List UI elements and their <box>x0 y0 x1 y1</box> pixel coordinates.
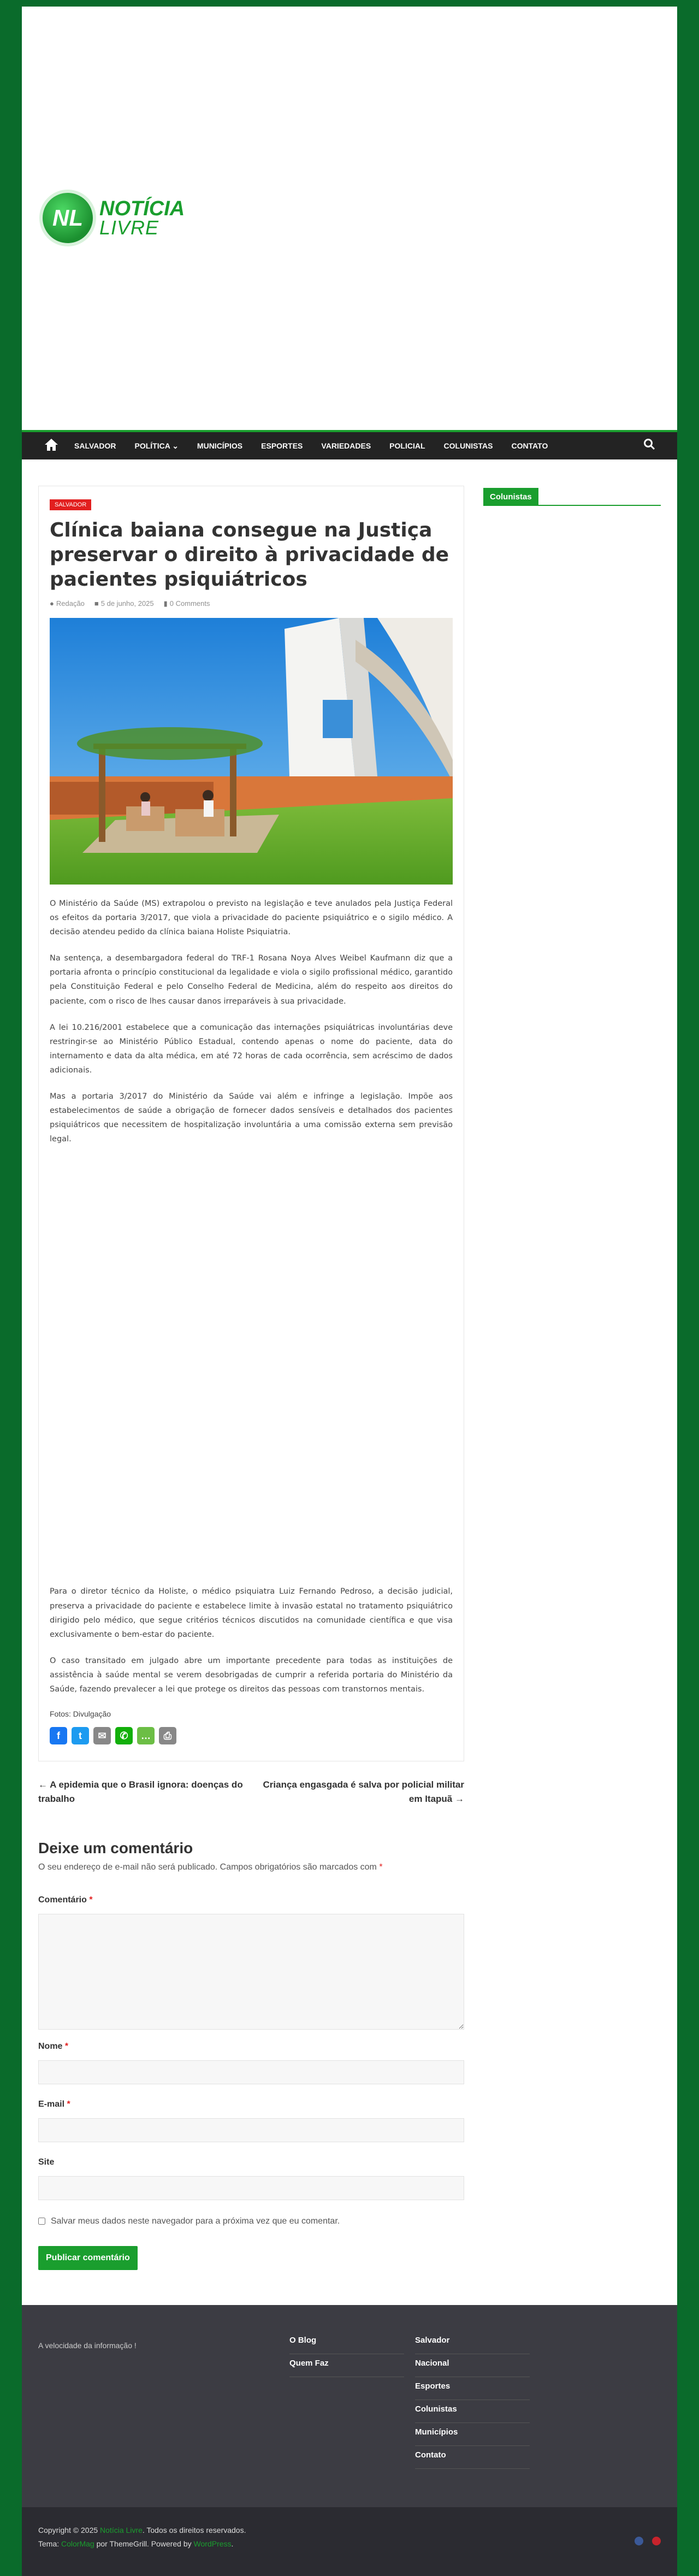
logo-line1: NOTÍCIA <box>99 197 185 220</box>
next-post-title: Criança engasgada é salva por policial militar em Itapuã <box>263 1779 464 1805</box>
nav-item-contato[interactable]: CONTATO <box>511 441 548 450</box>
post-navigation <box>38 1778 464 1807</box>
nav-item-salvador[interactable]: SALVADOR <box>74 441 116 450</box>
photo-credit: Fotos: Divulgação <box>50 1710 111 1719</box>
chevron-down-icon: ⌄ <box>172 441 179 450</box>
footer-bottom <box>22 2507 677 2576</box>
comment-form <box>38 1840 464 2270</box>
footer-widgets <box>22 2305 677 2507</box>
next-post-link[interactable] <box>257 1778 464 1807</box>
footer-col-blog <box>289 2331 404 2507</box>
ad-space <box>50 1146 453 1572</box>
footer-tagline: A velocidade da informação ! <box>38 2341 137 2350</box>
article-title: Clínica baiana consegue na Justiça preservar o direito à privacidade de pacientes psiquiátricos <box>50 519 449 591</box>
nav-item-politica[interactable] <box>134 441 178 451</box>
name-field[interactable] <box>38 2060 464 2084</box>
sms-share-icon[interactable]: … <box>137 1727 155 1744</box>
sidebar <box>483 488 661 2270</box>
facebook-icon[interactable] <box>635 2537 643 2545</box>
theme-credit-line <box>38 2537 661 2551</box>
previous-post-link[interactable] <box>38 1778 246 1807</box>
copyright-line <box>38 2524 661 2537</box>
logo-wordmark <box>99 199 185 237</box>
footer-link[interactable]: Quem Faz <box>289 2354 404 2377</box>
theme-link[interactable]: ColorMag <box>61 2539 94 2548</box>
required-mark: * <box>379 1862 383 1872</box>
comments-count: 0 Comments <box>169 599 210 608</box>
pinterest-icon[interactable] <box>652 2537 661 2545</box>
article-paragraph: O caso transitado em julgado abre um importante precedente para todas as instituições de assistência à saúde mental se verem desobrigadas de cumprir a referida portaria do Ministério da Saúde, fazendo prevalecer a lei que protege os direitos das pessoas com transtornos mentais. <box>50 1656 453 1694</box>
nav-item-label: POLÍTICA <box>134 441 170 450</box>
copyright-suffix: . Todos os direitos reservados. <box>142 2525 246 2534</box>
required-mark: * <box>89 1895 93 1905</box>
article-paragraph: O Ministério da Saúde (MS) extrapolou o previsto na legislação e teve anulados pela Justiça Federal os efeitos da portaria 3/2017, que viola a privacidade do paciente psiquiátrico e o sigilo médico. A decisão atendeu pedido da clínica baiana Holiste Psiquiatria. <box>50 899 453 937</box>
nav-item-variedades[interactable]: VARIEDADES <box>321 441 371 450</box>
search-icon[interactable] <box>643 438 655 453</box>
content-column <box>38 488 464 2270</box>
category-badge[interactable]: SALVADOR <box>50 499 91 510</box>
site-field[interactable] <box>38 2176 464 2200</box>
email-label-text: E-mail <box>38 2099 65 2109</box>
site-container <box>22 7 677 2576</box>
footer-link[interactable]: O Blog <box>289 2331 404 2354</box>
email-field[interactable] <box>38 2118 464 2142</box>
required-mark: * <box>64 2041 69 2051</box>
footer-link[interactable]: Salvador <box>415 2331 530 2354</box>
site-header <box>22 7 677 459</box>
site-label: Site <box>38 2157 55 2167</box>
print-share-icon[interactable]: ⎙ <box>159 1727 176 1744</box>
theme-prefix: Tema: <box>38 2539 60 2548</box>
site-name-link[interactable]: Notícia Livre <box>100 2525 143 2534</box>
share-buttons <box>50 1727 453 1744</box>
calendar-icon: ■ <box>94 599 99 608</box>
previous-post-title: A epidemia que o Brasil ignora: doenças do trabalho <box>38 1779 243 1805</box>
nav-item-municipios[interactable]: MUNICÍPIOS <box>197 441 243 450</box>
date-meta[interactable] <box>94 599 154 608</box>
featured-image <box>50 618 453 885</box>
sidebar-widget-title: Colunistas <box>483 488 538 506</box>
wordpress-link[interactable]: WordPress <box>193 2539 232 2548</box>
comments-note <box>38 1862 464 1872</box>
email-share-icon[interactable]: ✉ <box>93 1727 111 1744</box>
header-banner <box>22 7 677 430</box>
comment-label <box>38 1895 464 1905</box>
footer-link[interactable]: Colunistas <box>415 2400 530 2423</box>
comment-textarea[interactable] <box>38 1914 464 2030</box>
save-data-row <box>38 2217 464 2226</box>
article-paragraph: A lei 10.216/2001 estabelece que a comunicação das internações psiquiátricas involuntárias deve restringir-se ao Ministério Público Estadual, contendo apenas o nome do paciente, data do internamento e data da alta médica, em até 72 horas de cada ocorrência, sem acréscimo de dados adicionais. <box>50 1023 453 1075</box>
theme-by: por ThemeGrill. Powered by <box>96 2539 192 2548</box>
article-paragraph: Na sentença, a desembargadora federal do TRF-1 Rosana Noya Alves Weibel Kaufmann diz que a portaria afronta o princípio constitucional da legalidade e viola o sigilo profissional médico, garantido pela Constituição Federal e pelo Conselho Federal de Medicina, além do respeito aos direitos do paciente, com o risco de lhes causar danos irreparáveis à sua privacidade. <box>50 954 453 1006</box>
name-label <box>38 2042 464 2052</box>
author-name: Redação <box>56 599 85 608</box>
comment-label-text: Comentário <box>38 1895 87 1905</box>
footer-link[interactable]: Municípios <box>415 2423 530 2446</box>
user-icon: ● <box>50 599 54 608</box>
whatsapp-share-icon[interactable]: ✆ <box>115 1727 133 1744</box>
submit-comment-button[interactable]: Publicar comentário <box>38 2246 138 2270</box>
footer-link[interactable]: Esportes <box>415 2377 530 2400</box>
required-mark: * <box>67 2099 70 2109</box>
name-label-text: Nome <box>38 2041 63 2051</box>
arrow-left-icon: ← <box>38 1779 48 1790</box>
main-nav <box>22 430 677 459</box>
footer-link[interactable]: Contato <box>415 2446 530 2469</box>
nav-item-esportes[interactable]: ESPORTES <box>261 441 303 450</box>
comments-note-text: O seu endereço de e-mail não será publicado. Campos obrigatórios são marcados com <box>38 1862 377 1872</box>
footer-col-sections <box>415 2331 530 2507</box>
comments-meta[interactable] <box>164 599 210 608</box>
facebook-share-icon[interactable]: f <box>50 1727 67 1744</box>
logo-line2: LIVRE <box>99 216 159 239</box>
period: . <box>231 2539 234 2548</box>
arrow-right-icon: → <box>455 1794 464 1805</box>
logo-mark: NL <box>39 190 96 246</box>
site-footer <box>22 2305 677 2576</box>
nav-item-colunistas[interactable]: COLUNISTAS <box>443 441 493 450</box>
save-data-checkbox[interactable] <box>38 2218 45 2225</box>
twitter-share-icon[interactable]: t <box>72 1727 89 1744</box>
main-area <box>22 459 677 2270</box>
nav-item-policial[interactable]: POLICIAL <box>389 441 425 450</box>
email-label <box>38 2100 464 2109</box>
article <box>38 486 464 1761</box>
post-date: 5 de junho, 2025 <box>100 599 154 608</box>
article-paragraph: Para o diretor técnico da Holiste, o médico psiquiatra Luiz Fernando Pedroso, a decisão judicial, preserva a privacidade do paciente e estabelece limite à invasão estatal no tratamento psiquiátrico dirigido pelo médico, que segue critérios técnicos discutidos na comunidade científica e que visa exclusivamente o bem-estar do paciente. <box>50 1587 453 1639</box>
comments-heading: Deixe um comentário <box>38 1839 193 1856</box>
footer-social <box>635 2537 661 2545</box>
article-paragraph: Mas a portaria 3/2017 do Ministério da Saúde vai além e infringe a legislação. Impõe aos estabelecimentos de saúde a obrigação de fornecer dados sensíveis e detalhados dos pacientes psiquiátricos que necessitem de hospitalização involuntária a uma comissão externa sem previsão legal. <box>50 1092 453 1144</box>
comment-icon: ▮ <box>163 599 168 608</box>
site-logo[interactable] <box>39 190 185 246</box>
save-data-label: Salvar meus dados neste navegador para a próxima vez que eu comentar. <box>51 2216 340 2226</box>
home-icon[interactable] <box>44 438 60 454</box>
author-meta[interactable] <box>50 599 85 608</box>
copyright-prefix: Copyright © 2025 <box>38 2525 98 2534</box>
footer-link[interactable]: Nacional <box>415 2354 530 2377</box>
article-meta <box>50 599 453 608</box>
